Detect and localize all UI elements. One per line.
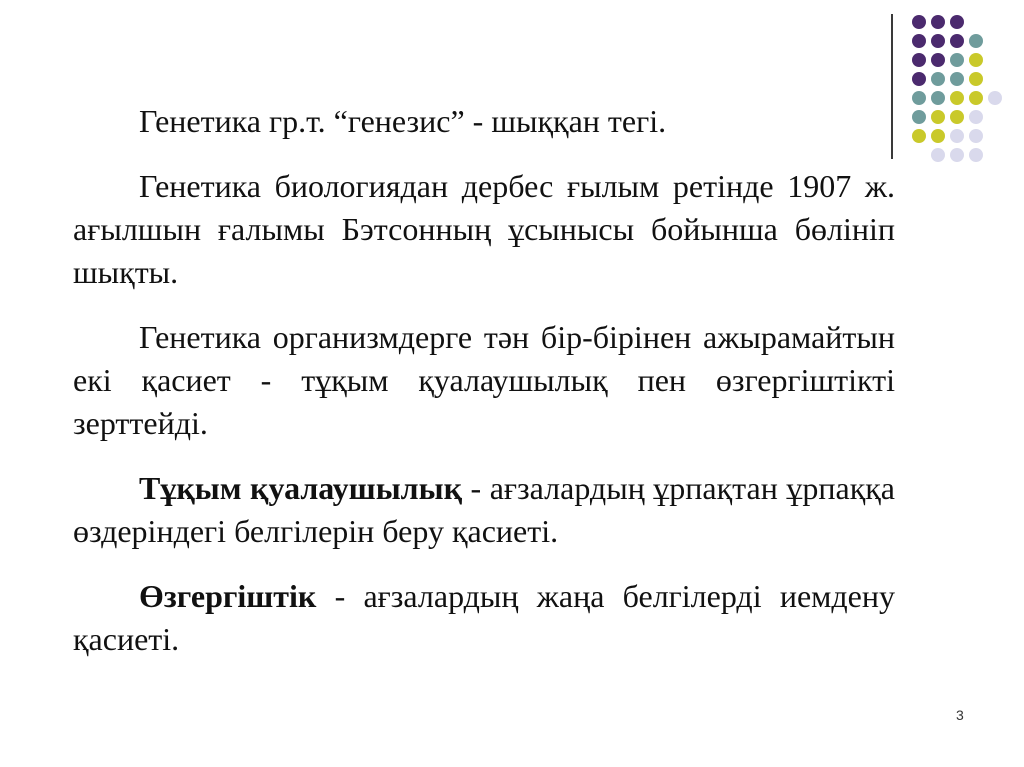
- decorative-dot: [912, 91, 926, 105]
- paragraph-1: [73, 100, 895, 143]
- page-number: 3: [956, 707, 964, 723]
- decorative-dot: [912, 129, 926, 143]
- decorative-dot: [950, 34, 964, 48]
- decorative-dot: [931, 91, 945, 105]
- decorative-dot: [950, 110, 964, 124]
- paragraph-4-text: - ағзалардың ұрпақтан ұрпаққа өздеріндегі белгілерін беру қасиеті.: [73, 470, 896, 549]
- decorative-dot: [969, 129, 983, 143]
- decorative-dot: [912, 34, 926, 48]
- decorative-dot: [931, 53, 945, 67]
- decorative-dot: [969, 72, 983, 86]
- decorative-dot: [931, 148, 945, 162]
- paragraph-5-text: - ағзалардың жаңа белгілерді иемдену қасиеті.: [73, 578, 895, 657]
- decorative-dot: [912, 53, 926, 67]
- decorative-dot: [912, 72, 926, 86]
- decorative-dot: [931, 72, 945, 86]
- paragraph-3: [73, 316, 895, 445]
- decorative-dot: [969, 91, 983, 105]
- decorative-dot: [950, 15, 964, 29]
- paragraph-5-bold: Өзгергіштік: [139, 578, 317, 614]
- decorative-dot: [969, 110, 983, 124]
- decorative-dot: [950, 148, 964, 162]
- decorative-dot: [912, 110, 926, 124]
- decorative-dot: [969, 53, 983, 67]
- slide-body: [73, 100, 895, 683]
- paragraph-2: [73, 165, 895, 294]
- decorative-dot: [950, 91, 964, 105]
- paragraph-5: [73, 575, 895, 661]
- paragraph-2-text: Генетика биологиядан дербес ғылым ретінде 1907 ж. ағылшын ғалымы Бэтсонның ұсынысы бойынша бөлініп шықты.: [73, 168, 895, 290]
- decorative-dot: [950, 53, 964, 67]
- decorative-dot: [931, 129, 945, 143]
- decorative-dot: [950, 72, 964, 86]
- decorative-dot: [912, 15, 926, 29]
- decorative-dot: [969, 34, 983, 48]
- paragraph-4-bold: Тұқым қуалаушылық: [139, 470, 463, 506]
- paragraph-3-text: Генетика организмдерге тән бір-бірінен ажырамайтын екі қасиет - тұқым қуалаушылық пен өзгергіштікті зерттейді.: [73, 319, 895, 441]
- paragraph-1-text: Генетика гр.т. “генезис” - шыққан тегі.: [139, 103, 667, 139]
- paragraph-4: [73, 467, 895, 553]
- decorative-dot: [988, 91, 1002, 105]
- decorative-dot: [931, 15, 945, 29]
- decorative-dot: [969, 148, 983, 162]
- decorative-dot: [950, 129, 964, 143]
- decorative-dot: [931, 34, 945, 48]
- decorative-dot: [931, 110, 945, 124]
